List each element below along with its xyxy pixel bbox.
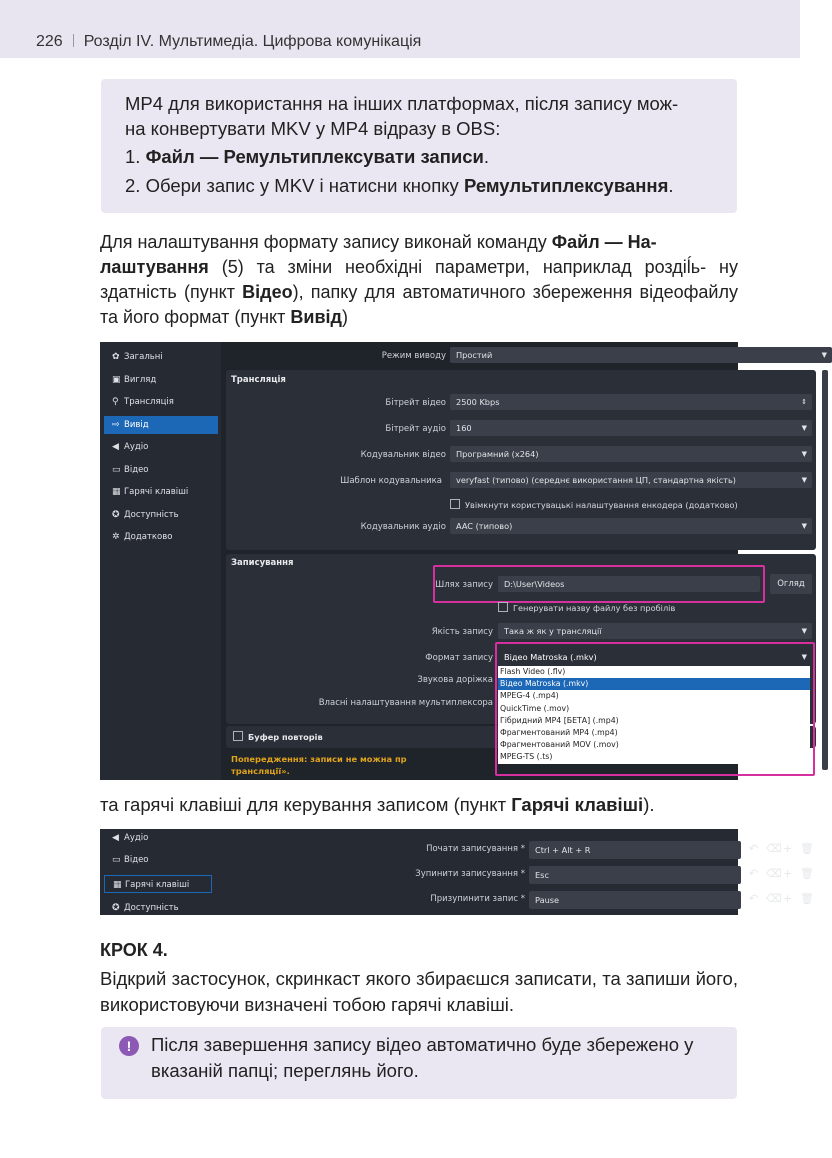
- audio-bitrate-select[interactable]: 160 ▼: [450, 420, 812, 436]
- format-option[interactable]: Фрагментований MP4 (.mp4): [500, 727, 618, 737]
- sidebar-item-label: Відео: [124, 464, 149, 475]
- add-icon[interactable]: +: [783, 867, 793, 880]
- browse-button[interactable]: Огляд: [770, 574, 812, 594]
- page-header: [0, 0, 800, 58]
- sidebar-item-label: Гарячі клавіші: [124, 487, 189, 497]
- gear-icon: ✿: [112, 352, 120, 362]
- note-step-2: 2. Обери запис у MKV і натисни кнопку Ремультиплексування.: [125, 175, 674, 196]
- speaker-icon: ◀: [112, 833, 119, 843]
- recording-section-title: Записування: [231, 558, 294, 568]
- settings-scrollbar[interactable]: [822, 370, 828, 770]
- chevron-down-icon: ▼: [821, 351, 827, 359]
- no-spaces-checkbox[interactable]: Генерувати назву файлу без пробілів: [498, 602, 675, 613]
- sidebar-item-label: Загальні: [124, 352, 163, 362]
- hotkey-input[interactable]: Pause: [529, 891, 741, 909]
- speaker-icon: ◀: [112, 442, 119, 452]
- revert-icon[interactable]: ↶: [749, 892, 759, 905]
- quality-label: Якість запису: [431, 627, 493, 637]
- audio-bitrate-label: Бітрейт аудіо: [385, 424, 446, 434]
- format-option[interactable]: MPEG-TS (.ts): [500, 752, 553, 762]
- video-encoder-label: Кодувальник відео: [360, 450, 446, 460]
- note-line-1: MP4 для використання на інших платформах, після запису мож-: [125, 93, 679, 114]
- hotkeys-content: [221, 829, 814, 915]
- video-bitrate-input[interactable]: 2500 Kbps ⇕: [450, 394, 812, 410]
- appearance-icon: ▣: [112, 374, 121, 385]
- sidebar-item-audio[interactable]: [104, 438, 218, 456]
- audio-encoder-label: Кодувальник аудіо: [360, 522, 446, 532]
- antenna-icon: ⚲: [112, 397, 119, 407]
- sidebar-item-video[interactable]: [104, 461, 218, 479]
- chevron-down-icon: ▼: [801, 476, 807, 484]
- sidebar-item-label: Вивід: [124, 419, 149, 430]
- sidebar-item-label: Аудіо: [124, 442, 149, 452]
- checkbox-icon[interactable]: [498, 602, 508, 612]
- sidebar-item-hotkeys[interactable]: [104, 875, 212, 893]
- page-number: 226: [36, 33, 63, 50]
- format-option[interactable]: Відео Matroska (.mkv): [498, 678, 810, 690]
- step-text: Відкрий застосунок, скринкаст якого збираєшся записати, та запиши його, використовуючи визначені тобою гарячі клавіші.: [100, 968, 738, 1015]
- hotkey-action-label: Почати записування *: [426, 844, 525, 854]
- clear-icon[interactable]: ⌫: [766, 842, 782, 855]
- hotkey-action-label: Зупинити записування *: [415, 869, 525, 879]
- note-line-2: на конвертувати MKV у MP4 відразу в OBS:: [125, 118, 501, 139]
- step-title: КРОК 4.: [100, 940, 168, 960]
- sidebar-item-label: Доступність: [124, 903, 179, 913]
- format-highlight: [495, 642, 815, 776]
- format-select[interactable]: Відео Matroska (.mkv) ▼: [498, 649, 812, 665]
- video-bitrate-label: Бітрейт відео: [385, 398, 446, 408]
- encoder-preset-label: Шаблон кодувальника: [340, 476, 442, 486]
- note-step-1: 1. Файл — Ремультиплексувати записи.: [125, 146, 490, 167]
- clear-icon[interactable]: ⌫: [766, 867, 782, 880]
- monitor-icon: ▭: [112, 855, 121, 865]
- keyboard-icon: ▦: [112, 487, 121, 497]
- final-note: [101, 1027, 737, 1099]
- monitor-icon: ▭: [112, 464, 121, 475]
- format-option[interactable]: MPEG-4 (.mp4): [500, 691, 559, 701]
- warning-message: Попередження: записи не можна пр трансляції».: [231, 754, 407, 776]
- add-icon[interactable]: +: [783, 842, 793, 855]
- format-option[interactable]: Фрагментований MOV (.mov): [500, 740, 619, 750]
- checkbox-icon[interactable]: [233, 731, 243, 741]
- add-icon[interactable]: +: [783, 892, 793, 905]
- sidebar-item-output[interactable]: [104, 416, 218, 434]
- checkbox-icon[interactable]: [450, 499, 460, 509]
- obs-output-settings-screenshot: [100, 342, 827, 780]
- section-title: Розділ IV. Мультимедіа. Цифрова комунікація: [83, 33, 422, 50]
- muxer-settings-label: Власні налаштування мультиплексора: [318, 698, 493, 708]
- chevron-down-icon: ▼: [801, 627, 807, 635]
- format-option[interactable]: Гібридний MP4 [БЕТА] (.mp4): [500, 715, 619, 725]
- chevron-down-icon: ▼: [801, 522, 807, 530]
- record-path-label: Шлях запису: [435, 580, 493, 590]
- sidebar-item-accessibility[interactable]: [104, 899, 218, 917]
- format-option[interactable]: Flash Video (.flv): [500, 667, 566, 676]
- output-icon: ⇨: [112, 419, 120, 430]
- hotkey-input[interactable]: Ctrl + Alt + R: [529, 841, 741, 859]
- output-mode-label: Режим виводу: [381, 351, 446, 361]
- remux-note: [101, 79, 737, 213]
- sidebar-item-general[interactable]: [104, 348, 218, 366]
- tools-icon: ✲: [112, 532, 120, 542]
- sidebar-item-label: Додатково: [124, 532, 173, 542]
- hotkey-input[interactable]: Esc: [529, 866, 741, 884]
- trash-icon[interactable]: 🗑: [800, 842, 814, 855]
- audio-track-label: Звукова доріжка: [417, 675, 493, 685]
- exclamation-icon: !: [119, 1036, 139, 1056]
- hotkeys-sidebar: [100, 829, 219, 915]
- sidebar-item-advanced[interactable]: [104, 528, 218, 546]
- obs-hotkeys-screenshot: [100, 829, 814, 915]
- sidebar-item-appearance[interactable]: [104, 371, 218, 389]
- chevron-down-icon: ▼: [801, 450, 807, 458]
- sidebar-item-label: Вигляд: [124, 374, 157, 385]
- revert-icon[interactable]: ↶: [749, 842, 759, 855]
- sidebar-item-hotkeys[interactable]: [104, 483, 218, 501]
- sidebar-item-stream[interactable]: [104, 393, 218, 411]
- sidebar-item-video[interactable]: [104, 851, 218, 869]
- encoder-preset-select[interactable]: veryfast (типово) (середнє використання ЦП, стандартна якість) ▼: [450, 472, 812, 488]
- sidebar-item-label: Трансляція: [124, 397, 174, 407]
- sidebar-item-audio[interactable]: [104, 829, 218, 847]
- sidebar-item-accessibility[interactable]: [104, 506, 218, 524]
- trash-icon[interactable]: 🗑: [800, 867, 814, 880]
- final-note-text: Після завершення запису відео автоматично буде збережено у вказаній папці; переглянь його.: [151, 1034, 694, 1081]
- settings-content: [221, 342, 827, 780]
- quality-select[interactable]: Така ж як у трансляції ▼: [498, 623, 812, 639]
- custom-encoder-checkbox[interactable]: Увімкнути користувацькі налаштування енкодера (додатково): [450, 499, 738, 510]
- audio-encoder-select[interactable]: AAC (типово) ▼: [450, 518, 812, 534]
- trash-icon[interactable]: 🗑: [800, 892, 814, 905]
- sidebar-item-label: Гарячі клавіші: [125, 880, 190, 890]
- accessibility-icon: ✪: [112, 509, 120, 520]
- record-path-input[interactable]: D:\User\Videos: [498, 576, 760, 592]
- format-option[interactable]: QuickTime (.mov): [500, 703, 570, 713]
- sidebar-item-label: Доступність: [124, 509, 179, 520]
- settings-sidebar: [100, 342, 219, 780]
- clear-icon[interactable]: ⌫: [766, 892, 782, 905]
- sidebar-item-label: Відео: [124, 855, 149, 865]
- video-encoder-select[interactable]: Програмний (x264) ▼: [450, 446, 812, 462]
- replay-buffer-checkbox[interactable]: Буфер повторів: [233, 731, 323, 742]
- keyboard-icon: ▦: [113, 880, 122, 890]
- chevron-down-icon: ▼: [801, 653, 807, 661]
- running-header: [36, 33, 421, 51]
- chevron-down-icon: ▼: [801, 424, 807, 432]
- record-path-highlight: [433, 565, 765, 603]
- streaming-section-title: Трансляція: [231, 375, 286, 385]
- header-divider: [73, 34, 74, 47]
- hotkey-action-label: Призупинити запис *: [430, 894, 525, 904]
- sidebar-item-label: Аудіо: [124, 833, 149, 843]
- output-mode-select[interactable]: Простий ▼: [450, 347, 832, 363]
- hotkeys-paragraph: та гарячі клавіші для керування записом (пункт Гарячі клавіші).: [100, 794, 655, 815]
- accessibility-icon: ✪: [112, 903, 120, 913]
- revert-icon[interactable]: ↶: [749, 867, 759, 880]
- format-label: Формат запису: [425, 653, 493, 663]
- settings-paragraph: Для налаштування формату запису виконай команду Файл — На- лаштування (5) та зміни необхідні параметри, наприклад роздіĺь- ну здатність (пункт Відео), папку для автоматичного збереження відеофайлу та його формат (пункт Вивід): [100, 232, 738, 327]
- spinner-icon[interactable]: ⇕: [801, 398, 807, 406]
